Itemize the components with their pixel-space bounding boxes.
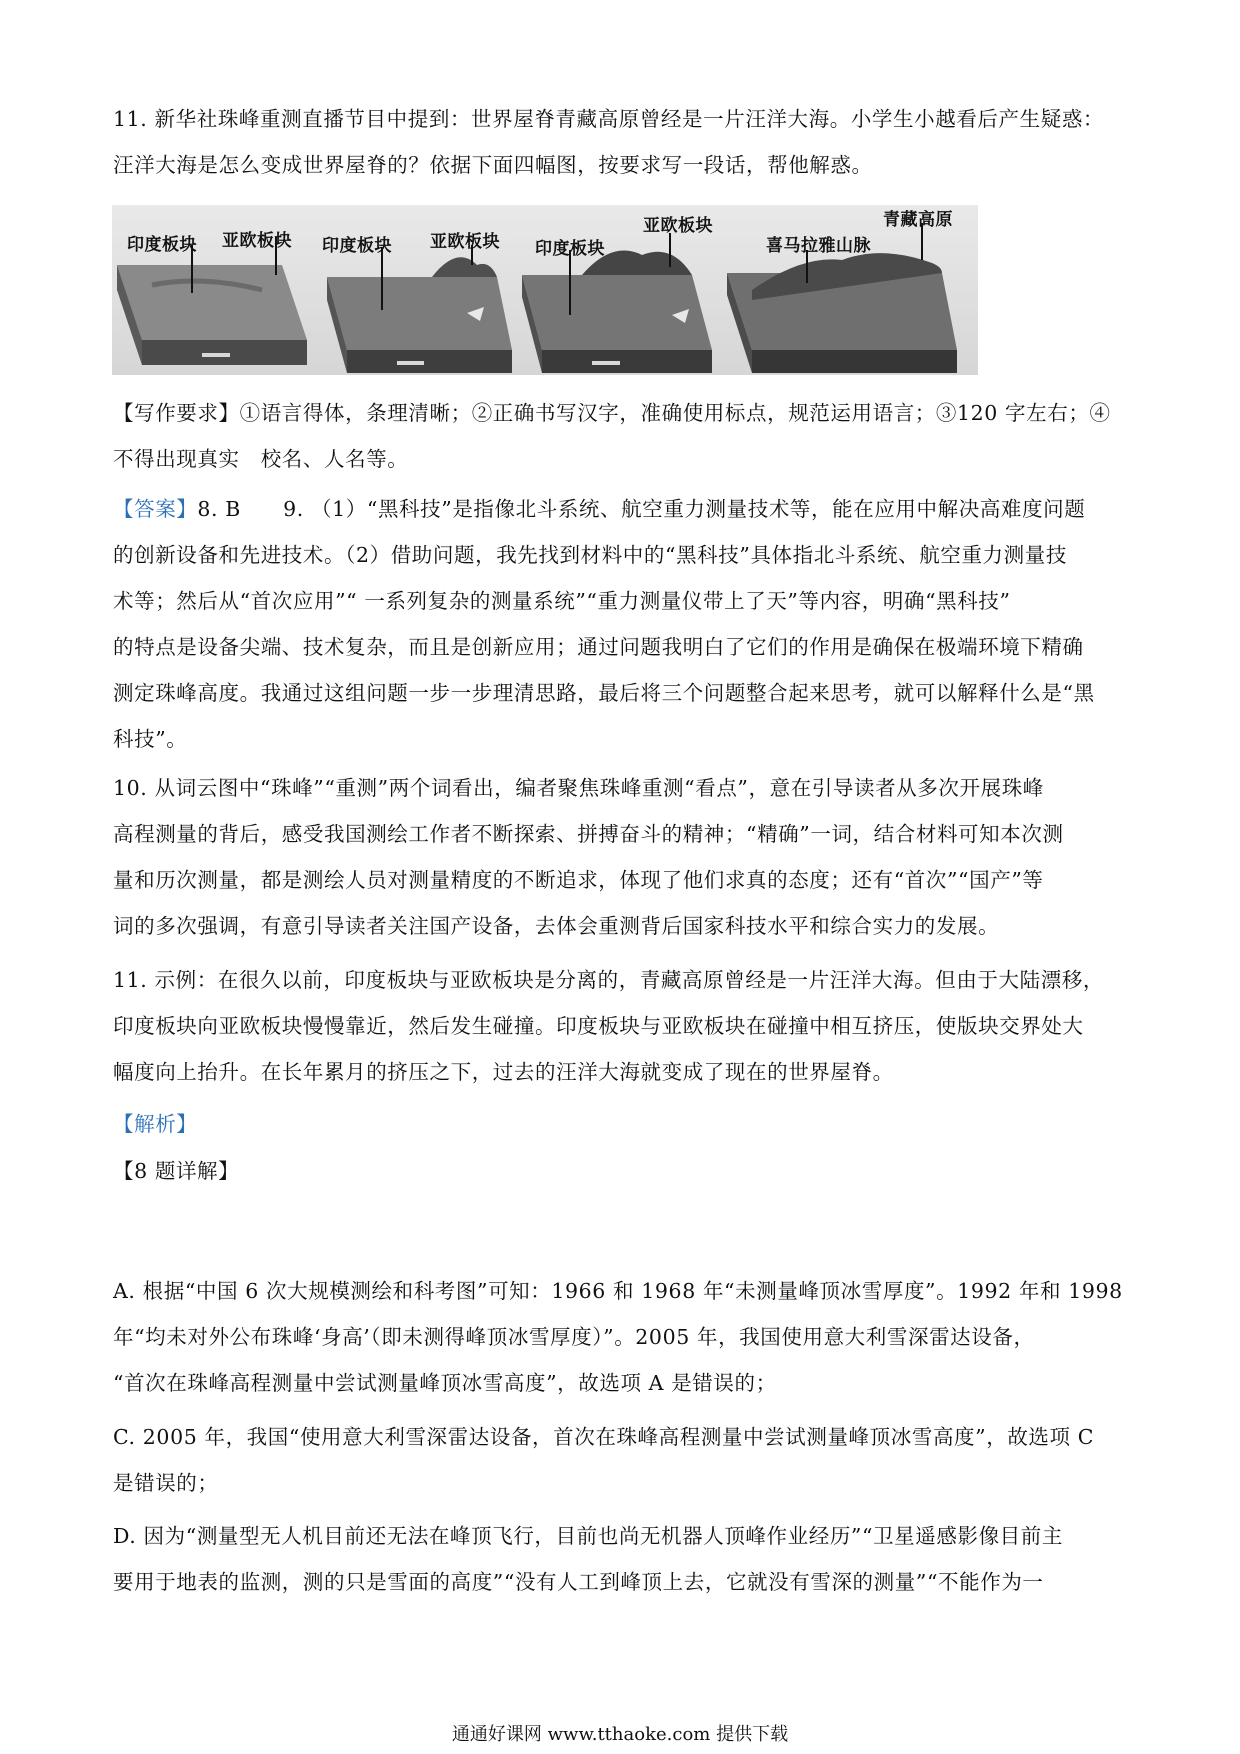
requirements-line-2: 不得出现真实 校名、人名等。 (113, 447, 409, 471)
answer-line: 术等；然后从“首次应用”“ 一系列复杂的测量系统”“重力测量仪带上了天”等内容，明确“黑科技” (113, 589, 1011, 613)
answer-line: 的创新设备和先进技术。（2）借助问题，我先找到材料中的“黑科技”具体指北斗系统、航空重力测量技 (113, 543, 1067, 567)
answer-10-line: 量和历次测量，都是测绘人员对测量精度的不断追求，体现了他们求真的态度；还有“首次”“国产”等 (113, 868, 1044, 892)
plate-collision-figure (112, 205, 978, 375)
option-d-line: 要用于地表的监测，测的只是雪面的高度”“没有人工到峰顶上去，它就没有雪深的测量”“不能作为一 (113, 1570, 1044, 1594)
option-c-line: 是错误的； (113, 1471, 219, 1495)
writing-requirements (113, 390, 1128, 482)
figure-label: 亚欧板块 (222, 231, 292, 251)
option-a-line: 年“均未对外公布珠峰‘身高’（即未测得峰顶冰雪厚度）”。2005 年，我国使用意大利雪深雷达设备， (113, 1325, 1035, 1349)
answer-10-line: 10. 从词云图中“珠峰”“重测”两个词看出，编者聚焦珠峰重测“看点”，意在引导读者从多次开展珠峰 (113, 776, 1044, 800)
block-diagram-4 (727, 253, 957, 373)
answer-block (113, 486, 1128, 762)
answer-10 (113, 765, 1128, 949)
q8-detail-heading (113, 1148, 1128, 1194)
option-d-line: D. 因为“测量型无人机目前还无法在峰顶飞行，目前也尚无机器人顶峰作业经历”“卫星遥感影像目前主 (113, 1524, 1063, 1548)
figure-label: 印度板块 (535, 239, 605, 259)
question-11 (113, 96, 1128, 188)
answer-label: 【答案】 (113, 497, 198, 521)
answer-line: 科技”。 (113, 727, 188, 751)
requirements-line-1: 【写作要求】①语言得体，条理清晰；②正确书写汉字，准确使用标点，规范运用语言；③120 字左右；④ (113, 401, 1111, 425)
block-diagram-3 (522, 251, 712, 374)
option-a-line: “首次在珠峰高程测量中尝试测量峰顶冰雪高度”，故选项 A 是错误的； (113, 1371, 777, 1395)
answer-line: 测定珠峰高度。我通过这组问题一步一步理清思路，最后将三个问题整合起来思考，就可以解释什么是“黑 (113, 681, 1095, 705)
answer-10-line: 词的多次强调，有意引导读者关注国产设备，去体会重测背后国家科技水平和综合实力的发展。 (113, 914, 1000, 938)
answer-10-line: 高程测量的背后，感受我国测绘工作者不断探索、拼搏奋斗的精神；“精确”一词，结合材料可知本次测 (113, 822, 1064, 846)
question-11-line-2: 汪洋大海是怎么变成世界屋脊的？依据下面四幅图，按要求写一段话，帮他解惑。 (113, 153, 873, 177)
option-c-explanation (113, 1414, 1128, 1506)
option-a-line: A. 根据“中国 6 次大规模测绘和科考图”可知：1966 和 1968 年“未测量峰顶冰雪厚度”。1992 年和 1998 (113, 1279, 1123, 1303)
q8-detail-label: 【8 题详解】 (113, 1159, 240, 1183)
block-diagram-2 (327, 257, 512, 373)
figure-label: 亚欧板块 (430, 232, 500, 252)
option-d-explanation (113, 1513, 1128, 1605)
answer-text: 8. B 9. （1）“黑科技”是指像北斗系统、航空重力测量技术等，能在应用中解决高难度问题 (197, 497, 1086, 521)
question-11-line-1: 11. 新华社珠峰重测直播节目中提到：世界屋脊青藏高原曾经是一片汪洋大海。小学生小越看后产生疑惑： (113, 107, 1105, 131)
block-diagram-1 (117, 265, 307, 365)
answer-11-line: 幅度向上抬升。在长年累月的挤压之下，过去的汪洋大海就变成了现在的世界屋脊。 (113, 1060, 894, 1084)
answer-11-line: 11. 示例：在很久以前，印度板块与亚欧板块是分离的，青藏高原曾经是一片汪洋大海。但由于大陆漂移， (113, 968, 1105, 992)
answer-11 (113, 957, 1128, 1095)
answer-line: 的特点是设备尖端、技术复杂，而且是创新应用；通过问题我明白了它们的作用是确保在极端环境下精确 (113, 635, 1084, 659)
figure-label: 印度板块 (322, 236, 392, 256)
footer-credit: 通通好课网 www.tthaoke.com 提供下载 (451, 1724, 789, 1745)
answer-line-1 (113, 486, 1128, 532)
figure-label: 喜马拉雅山脉 (766, 236, 871, 256)
option-a-explanation (113, 1268, 1128, 1406)
analysis-heading (113, 1101, 1128, 1147)
figure-label: 亚欧板块 (643, 216, 713, 236)
figure-label: 印度板块 (127, 235, 197, 255)
figure-label: 青藏高原 (883, 210, 953, 230)
option-c-line: C. 2005 年，我国“使用意大利雪深雷达设备，首次在珠峰高程测量中尝试测量峰顶冰雪高度”，故选项 C (113, 1425, 1095, 1449)
analysis-label: 【解析】 (113, 1112, 198, 1136)
answer-11-line: 印度板块向亚欧板块慢慢靠近，然后发生碰撞。印度板块与亚欧板块在碰撞中相互挤压，使版块交界处大 (113, 1014, 1084, 1038)
